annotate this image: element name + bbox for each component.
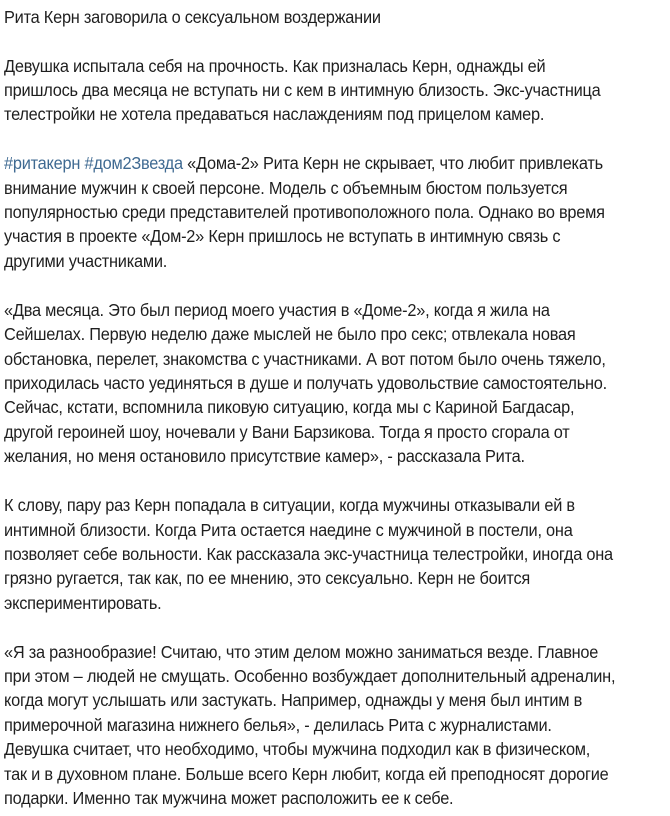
text-line: обстановка, перелет, знакомства с участниками. А вот потом было очень тяжело, <box>4 348 606 369</box>
paragraph-2 <box>4 151 666 273</box>
spacer <box>4 29 666 54</box>
text-line: другой героиней шоу, ночевали у Вани Барзикова. Тогда я просто сгорала от <box>4 421 570 442</box>
paragraph-1 <box>4 54 666 127</box>
text-line: «Два месяца. Это был период моего участия в «Доме-2», когда я жила на <box>4 299 550 320</box>
text-line: Сейшелах. Первую неделю даже мыслей не было про секс; отвлекала новая <box>4 324 576 345</box>
spacer <box>4 615 666 640</box>
spacer <box>4 127 666 152</box>
text-line: подарки. Именно так мужчина может расположить ее к себе. <box>4 788 454 809</box>
text-line: грязно ругается, так как, по ее мнению, это сексуально. Керн не боится <box>4 568 531 589</box>
text-line: при этом – людей не смущать. Особенно возбуждает дополнительный адреналин, <box>4 666 616 687</box>
paragraph-5 <box>4 640 666 811</box>
hashtag-link-ritakern[interactable]: #ритакерн <box>4 153 81 174</box>
text-line <box>4 151 626 175</box>
spacer <box>4 469 666 494</box>
text-line: когда могут услышать или застукать. Например, однажды у меня был интим в <box>4 690 583 711</box>
article-title: Рита Керн заговорила о сексуальном воздержании <box>4 7 381 27</box>
text-line: Девушка считает, что необходимо, чтобы мужчина подходил как в физическом, <box>4 739 591 760</box>
hashtag-link-dom2zvezda[interactable]: #дом2Звезда <box>84 153 183 174</box>
text-line: другими участниками. <box>4 250 168 271</box>
text-line: желания, но меня остановило присутствие камер», - рассказала Рита. <box>4 446 525 467</box>
text-line: внимание мужчин к своей персоне. Модель с объемным бюстом пользуется <box>4 177 568 198</box>
text-line: пришлось два месяца не вступать ни с кем в интимную близость. Экс-участница <box>4 79 601 100</box>
text-line: «Я за разнообразие! Считаю, что этим делом можно заниматься везде. Главное <box>4 641 599 662</box>
text-line: интимной близости. Когда Рита остается наедине с мужчиной в постели, она <box>4 519 573 540</box>
text-line: телестройки не хотела предаваться наслаждениям под прицелом камер. <box>4 104 545 125</box>
text-line: экспериментировать. <box>4 592 162 613</box>
text-line: Сейчас, кстати, вспомнила пиковую ситуацию, когда мы с Кариной Багдасар, <box>4 397 575 418</box>
article <box>0 5 670 810</box>
text-line: приходилась часто уединяться в душе и получать удовольствие самостоятельно. <box>4 372 607 393</box>
text-line: К слову, пару раз Керн попадала в ситуации, когда мужчины отказывали ей в <box>4 495 575 516</box>
text-line: так и в духовном плане. Больше всего Керн любит, когда ей преподносят дорогие <box>4 763 609 784</box>
text-line: примерочной магазина нижнего белья», - делилась Рита с журналистами. <box>4 714 552 735</box>
text-segment: «Дома-2» Рита Керн не скрывает, что любит привлекать <box>182 153 603 174</box>
text-line: популярностью среди представителей противоположного пола. Однако во время <box>4 202 605 223</box>
paragraph-4 <box>4 493 666 615</box>
text-line: позволяет себе вольности. Как рассказала экс-участница телестройки, иногда она <box>4 543 613 564</box>
text-line: Девушка испытала себя на прочность. Как призналась Керн, однажды ей <box>4 55 546 76</box>
paragraph-3 <box>4 298 666 469</box>
text-line: участия в проекте «Дом-2» Керн пришлось не вступать в интимную связь с <box>4 226 561 247</box>
spacer <box>4 273 666 298</box>
